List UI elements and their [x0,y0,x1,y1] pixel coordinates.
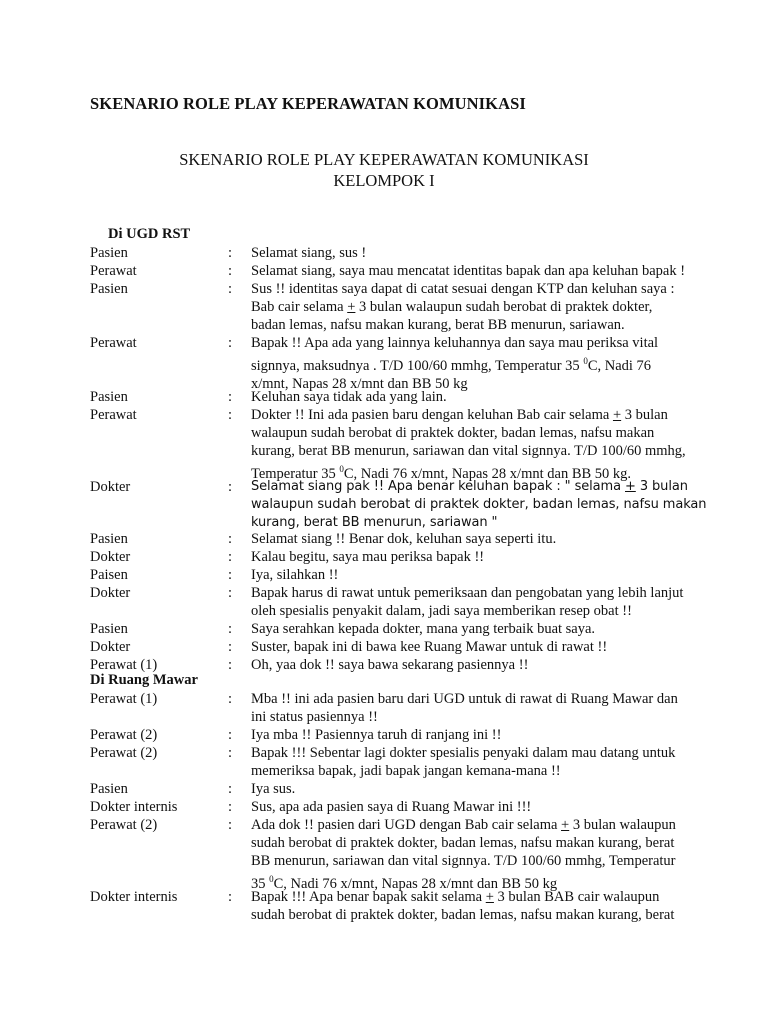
dialogue-line: Iya mba !! Pasiennya taruh di ranjang ini !! [251,727,502,743]
dialogue-line: badan lemas, nafsu makan kurang, berat BB menurun, sariawan. [251,317,625,333]
dialogue-line: signnya, maksudnya . T/D 100/60 mmhg, Temperatur 35 $^0$C, Nadi 76 [251,356,652,374]
dialogue-line: Selamat siang pak !! Apa benar keluhan bapak : " selama + 3 bulan [251,479,688,494]
dialogue-text [251,566,721,584]
colon-separator: : [228,781,233,797]
dialogue-text [251,548,721,566]
dialogue-text [251,798,721,816]
dialogue-line: x/mnt, Napas 28 x/mnt dan BB 50 kg [251,375,468,392]
dialogue-text [251,530,721,548]
colon-separator: : [228,639,233,655]
dialogue-line: Iya, silahkan !! [251,567,339,583]
speaker-label: Perawat [90,335,137,351]
dialogue-text [251,620,721,638]
dialogue-text [251,656,721,674]
dialogue-line: Keluhan saya tidak ada yang lain. [251,389,447,405]
dialogue-line: Selamat siang, saya mau mencatat identitas bapak dan apa keluhan bapak ! [251,263,686,279]
colon-separator: : [228,889,233,905]
colon-separator: : [228,585,233,601]
speaker-label: Pasien [90,281,128,297]
colon-separator: : [228,691,233,707]
dialogue-text [251,478,721,532]
colon-separator: : [228,745,233,761]
dialogue-line: Bapak harus di rawat untuk pemeriksaan dan pengobatan yang lebih lanjut [251,585,684,601]
dialogue-text [251,280,721,334]
dialogue-text [251,690,721,726]
dialogue-line: BB menurun, sariawan dan vital signnya. T/D 100/60 mmhg, Temperatur [251,853,676,869]
dialogue-line: Oh, yaa dok !! saya bawa sekarang pasiennya !! [251,657,529,673]
colon-separator: : [228,657,233,673]
speaker-label: Pasien [90,621,128,637]
speaker-label: Dokter [90,479,131,495]
colon-separator: : [228,531,233,547]
scenario-title: SKENARIO ROLE PLAY KEPERAWATAN KOMUNIKASI [179,150,589,169]
dialogue-text [251,638,721,656]
speaker-label: Perawat (2) [90,817,158,833]
dialogue-line: sudah berobat di praktek dokter, badan lemas, nafsu makan kurang, berat [251,835,675,851]
dialogue-line: ini status pasiennya !! [251,709,378,725]
dialogue-line: oleh spesialis penyakit dalam, jadi saya memberikan resep obat !! [251,603,632,619]
speaker-label: Perawat (2) [90,745,158,761]
dialogue-line: Saya serahkan kepada dokter, mana yang terbaik buat saya. [251,621,596,637]
dialogue-line: Sus, apa ada pasien saya di Ruang Mawar ini !!! [251,799,532,815]
speaker-label: Perawat (1) [90,657,158,673]
dialogue-line: Suster, bapak ini di bawa kee Ruang Mawar untuk di rawat !! [251,639,608,655]
dialogue-text [251,334,721,393]
colon-separator: : [228,335,233,351]
dialogue-line: Kalau begitu, saya mau periksa bapak !! [251,549,485,565]
speaker-label: Perawat [90,407,137,423]
speaker-label: Pasien [90,531,128,547]
section-heading-ugd: Di UGD RST [108,226,191,242]
dialogue-line: 35 $^0$C, Nadi 76 x/mnt, Napas 28 x/mnt dan BB 50 kg [251,874,558,892]
dialogue-line: Ada dok !! pasien dari UGD dengan Bab cair selama + 3 bulan walaupun [251,817,676,833]
dialogue-line: Dokter !! Ini ada pasien baru dengan keluhan Bab cair selama + 3 bulan [251,407,668,423]
dialogue-line: Bapak !!! Apa benar bapak sakit selama + 3 bulan BAB cair walaupun [251,889,660,905]
speaker-label: Perawat (2) [90,727,158,743]
dialogue-line: Sus !! identitas saya dapat di catat sesuai dengan KTP dan keluhan saya : [251,281,675,297]
colon-separator: : [228,479,233,495]
dialogue-line: kurang, berat BB menurun, sariawan dan vital signnya. T/D 100/60 mmhg, [251,443,686,459]
speaker-label: Dokter [90,639,131,655]
dialogue-text [251,388,721,406]
colon-separator: : [228,621,233,637]
colon-separator: : [228,263,233,279]
dialogue-text [251,816,721,893]
colon-separator: : [228,281,233,297]
dialogue-line: Bapak !!! Sebentar lagi dokter spesialis penyaki dalam mau datang untuk [251,745,676,761]
dialogue-line: kurang, berat BB menurun, sariawan " [251,515,498,530]
speaker-label: Pasien [90,245,128,261]
colon-separator: : [228,245,233,261]
dialogue-text [251,744,721,780]
colon-separator: : [228,799,233,815]
speaker-label: Dokter internis [90,799,178,815]
speaker-label: Dokter [90,585,131,601]
dialogue-text [251,780,721,798]
speaker-label: Pasien [90,781,128,797]
dialogue-line: walaupun sudah berobat di praktek dokter, badan lemas, nafsu makan [251,497,707,512]
dialogue-line: Mba !! ini ada pasien baru dari UGD untuk di rawat di Ruang Mawar dan [251,691,678,707]
dialogue-line: Selamat siang !! Benar dok, keluhan saya seperti itu. [251,531,557,547]
colon-separator: : [228,389,233,405]
dialogue-text [251,406,721,483]
group-title: KELOMPOK I [333,171,435,190]
colon-separator: : [228,407,233,423]
speaker-label: Paisen [90,567,128,583]
dialogue-line: Bapak !! Apa ada yang lainnya keluhannya dan saya mau periksa vital [251,335,659,351]
dialogue-line: Bab cair selama + 3 bulan walaupun sudah berobat di praktek dokter, [251,299,653,315]
dialogue-line: memeriksa bapak, jadi bapak jangan kemana-mana !! [251,763,561,779]
speaker-label: Perawat [90,263,137,279]
colon-separator: : [228,727,233,743]
dialogue-text [251,262,721,280]
speaker-label: Pasien [90,389,128,405]
dialogue-text [251,244,721,262]
dialogue-text [251,726,721,744]
colon-separator: : [228,549,233,565]
speaker-label: Dokter [90,549,131,565]
dialogue-line: walaupun sudah berobat di praktek dokter, badan lemas, nafsu makan [251,425,655,441]
dialogue-line: Temperatur 35 $^0$C, Nadi 76 x/mnt, Napas 28 x/mnt dan BB 50 kg. [251,464,632,482]
section-heading-ruang-mawar: Di Ruang Mawar [90,672,198,688]
speaker-label: Perawat (1) [90,691,158,707]
dialogue-text [251,584,721,620]
dialogue-text [251,888,721,924]
dialogue-line: Iya sus. [251,781,296,797]
speaker-label: Dokter internis [90,889,178,905]
dialogue-line: sudah berobat di praktek dokter, badan lemas, nafsu makan kurang, berat [251,907,675,923]
dialogue-line: Selamat siang, sus ! [251,245,367,261]
colon-separator: : [228,817,233,833]
document-title: SKENARIO ROLE PLAY KEPERAWATAN KOMUNIKASI [90,94,526,113]
colon-separator: : [228,567,233,583]
